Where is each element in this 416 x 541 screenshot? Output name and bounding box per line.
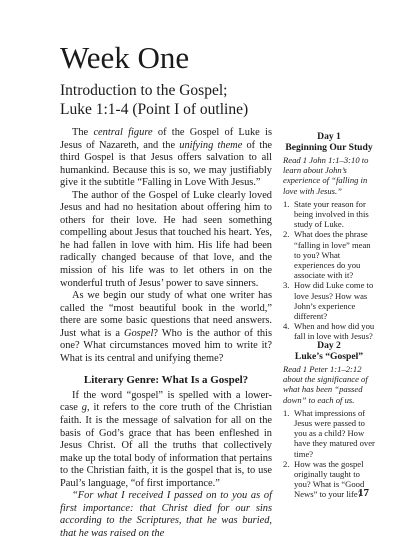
section-heading: Literary Genre: What Is a Gospel? [83, 374, 249, 387]
page-number: 17 [358, 487, 369, 499]
emphasis-unifying-theme: unifying theme [179, 139, 243, 151]
emphasis-letter-g: g [81, 402, 87, 414]
day-2-questions [283, 408, 375, 500]
sidebar-day-1 [283, 131, 375, 342]
subtitle-line-2: Luke 1:1-4 (Point I of outline) [60, 101, 249, 118]
question-number: 3. [283, 280, 290, 291]
day-1-reading: Read 1 John 1:1–3:10 to learn about John’s experience of “falling in love with Jesus.” [283, 155, 369, 196]
question-number: 2. [283, 229, 290, 240]
day-2-reading: Read 1 Peter 1:1–2:12 about the significance of what has been “passed down” to each of us. [283, 364, 368, 405]
text-run: The [72, 127, 94, 138]
day-title: Luke’s “Gospel” [294, 351, 364, 362]
main-text-column [60, 127, 272, 541]
subtitle-line-1: Introduction to the Gospel; [60, 82, 228, 99]
question-text: When and how did you fall in love with Jesus? [294, 321, 375, 342]
paragraph-basic-questions [60, 290, 272, 365]
day-1-heading [283, 131, 375, 153]
paragraph-gospel-definition [60, 390, 272, 490]
paragraph-scripture-quote [60, 490, 272, 540]
paragraph-author: The author of the Gospel of Luke clearly loved Jesus and had no hesitation about offering him to others for their love. He had seen something compelling about Jesus that touched his heart. Yes, he had fallen in love with him. His life had been radically changed because of that love, and the mission of his life was to let others in on the wonderful truth of Jesus’ power to save sinners. [60, 189, 272, 289]
question-text: What impressions of Jesus were passed to you as a child? How have they matured over time? [294, 407, 375, 459]
question-text: How did Luke come to love Jesus? How was John’s experience different? [294, 280, 374, 322]
text-run: ? Who is the author of this one? What circumstances moved him to write it? What is its central and unifying theme? [60, 327, 272, 364]
paragraph-central-figure [60, 127, 272, 190]
question-number: 1. [283, 407, 290, 418]
question-text: How was the gospel originally taught to you? What is “Good News” to your life? [294, 458, 365, 500]
question-number: 4. [283, 321, 290, 332]
text-run: of the third Gospel is that Jesus offers salvation to all humankind. Because this is so, we may justifiably give it the subtitle “Falling in Love With Jesus.” [60, 139, 273, 189]
day-2-heading [283, 340, 375, 362]
question-item [283, 199, 375, 230]
emphasis-central-figure: central figure [93, 127, 153, 138]
day-1-questions [283, 199, 375, 342]
question-number: 2. [283, 458, 290, 469]
scripture-quote: “For what I received I passed on to you as of first importance: that Christ died for our sins according to the Scriptures, that he was buried, that he was raised on the [60, 490, 272, 539]
day-label: Day 2 [317, 340, 341, 351]
page-subtitle [60, 81, 380, 119]
page-title: Week One [60, 40, 190, 75]
question-item [283, 229, 375, 280]
question-item [283, 280, 375, 321]
day-title: Beginning Our Study [285, 142, 373, 153]
question-text: What does the phrase “falling in love” mean to you? What experiences do you associate with it? [294, 229, 371, 281]
text-run: of the Gospel of Luke is Jesus of Nazareth, and the [60, 127, 272, 151]
question-text: State your reason for being involved in this study of Luke. [294, 198, 369, 230]
text-run: , it refers to the core truth of the Christian faith. It is the message of salvation for all on the basis of God’s grace that has been enfleshed in Jesus Christ. Of all the truths that collectively make up the total body of information that pertains to the Christian faith, it is the gospel that is, to use Paul’s language, “of first importance.” [60, 402, 272, 489]
question-number: 1. [283, 198, 290, 209]
text-run: As we begin our study of what one writer has called the “most beautiful book in the world,” there are some basic questions that need answers. Just what is a [60, 290, 272, 339]
sidebar-day-2 [283, 340, 375, 500]
day-label: Day 1 [317, 131, 341, 142]
emphasis-gospel: Gospel [123, 327, 154, 339]
text-run: If the word “gospel” is spelled with a lower-case [60, 389, 272, 414]
question-item [283, 321, 375, 341]
question-item [283, 408, 375, 459]
